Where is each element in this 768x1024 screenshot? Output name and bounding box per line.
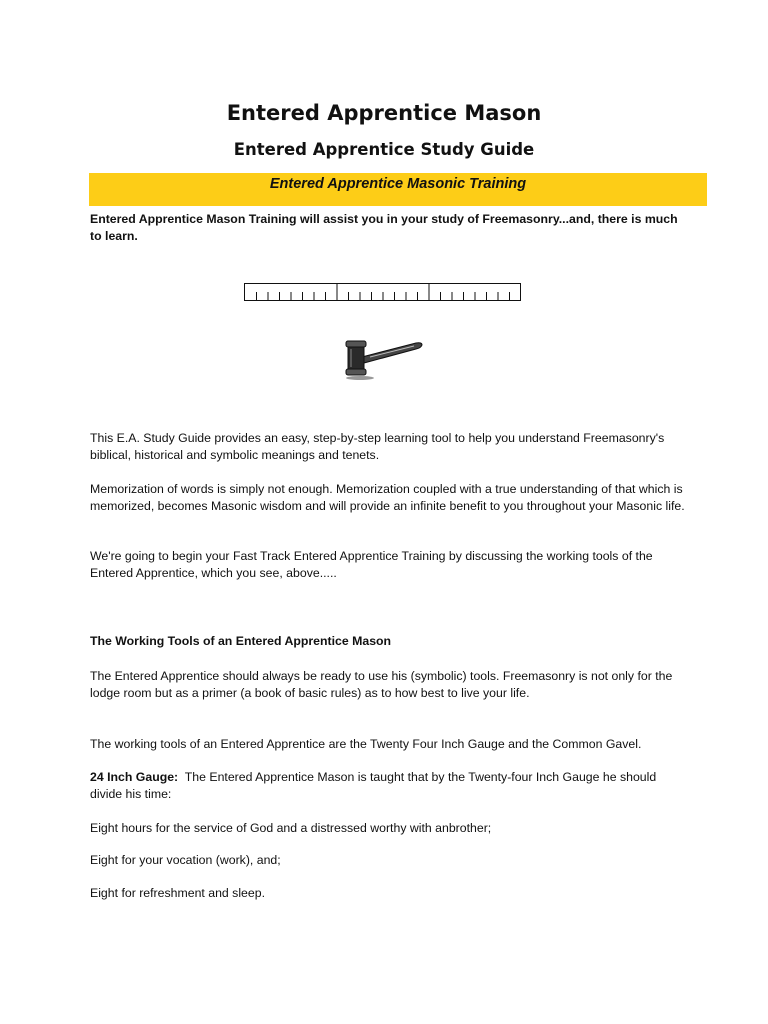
- page-title: Entered Apprentice Mason: [226, 101, 542, 125]
- begin-paragraph: We're going to begin your Fast Track Entered Apprentice Training by discussing the working tools of the Entered Apprentice, which you see, above.....: [90, 549, 653, 580]
- gauge-paragraph: [90, 769, 690, 803]
- page-subtitle: Entered Apprentice Study Guide: [233, 140, 535, 159]
- eight-god-line: Eight hours for the service of God and a distressed worthy with anbrother;: [90, 821, 492, 835]
- ready-paragraph: The Entered Apprentice should always be ready to use his (symbolic) tools. Freemasonry is not only for the lodge room but as a primer (a book of basic rules) as to how best to live your life.: [90, 669, 673, 700]
- tools-paragraph: The working tools of an Entered Apprentice are the Twenty Four Inch Gauge and the Common Gavel.: [90, 737, 642, 751]
- banner-text: Entered Apprentice Masonic Training: [269, 176, 527, 192]
- section-heading: The Working Tools of an Entered Apprentice Mason: [90, 634, 392, 648]
- gauge-label: 24 Inch Gauge:: [90, 770, 179, 784]
- study-guide-paragraph: This E.A. Study Guide provides an easy, step-by-step learning tool to help you understand Freemasonry's biblical, historical and symbolic meanings and tenets.: [90, 431, 665, 462]
- training-banner: [89, 173, 707, 206]
- common-gavel-icon: [342, 335, 426, 381]
- gauge-text: The Entered Apprentice Mason is taught that by the Twenty-four Inch Gauge he should divide his time:: [90, 770, 660, 801]
- intro-paragraph: Entered Apprentice Mason Training will assist you in your study of Freemasonry...and, there is much to learn.: [90, 212, 678, 243]
- memorization-paragraph: Memorization of words is simply not enough. Memorization coupled with a true understanding of that which is memorized, becomes Masonic wisdom and will provide an infinite benefit to you throughout your Masonic life.: [90, 482, 685, 513]
- twenty-four-inch-gauge-icon: [244, 283, 522, 303]
- eight-refreshment-line: Eight for refreshment and sleep.: [90, 886, 265, 900]
- eight-vocation-line: Eight for your vocation (work), and;: [90, 853, 281, 867]
